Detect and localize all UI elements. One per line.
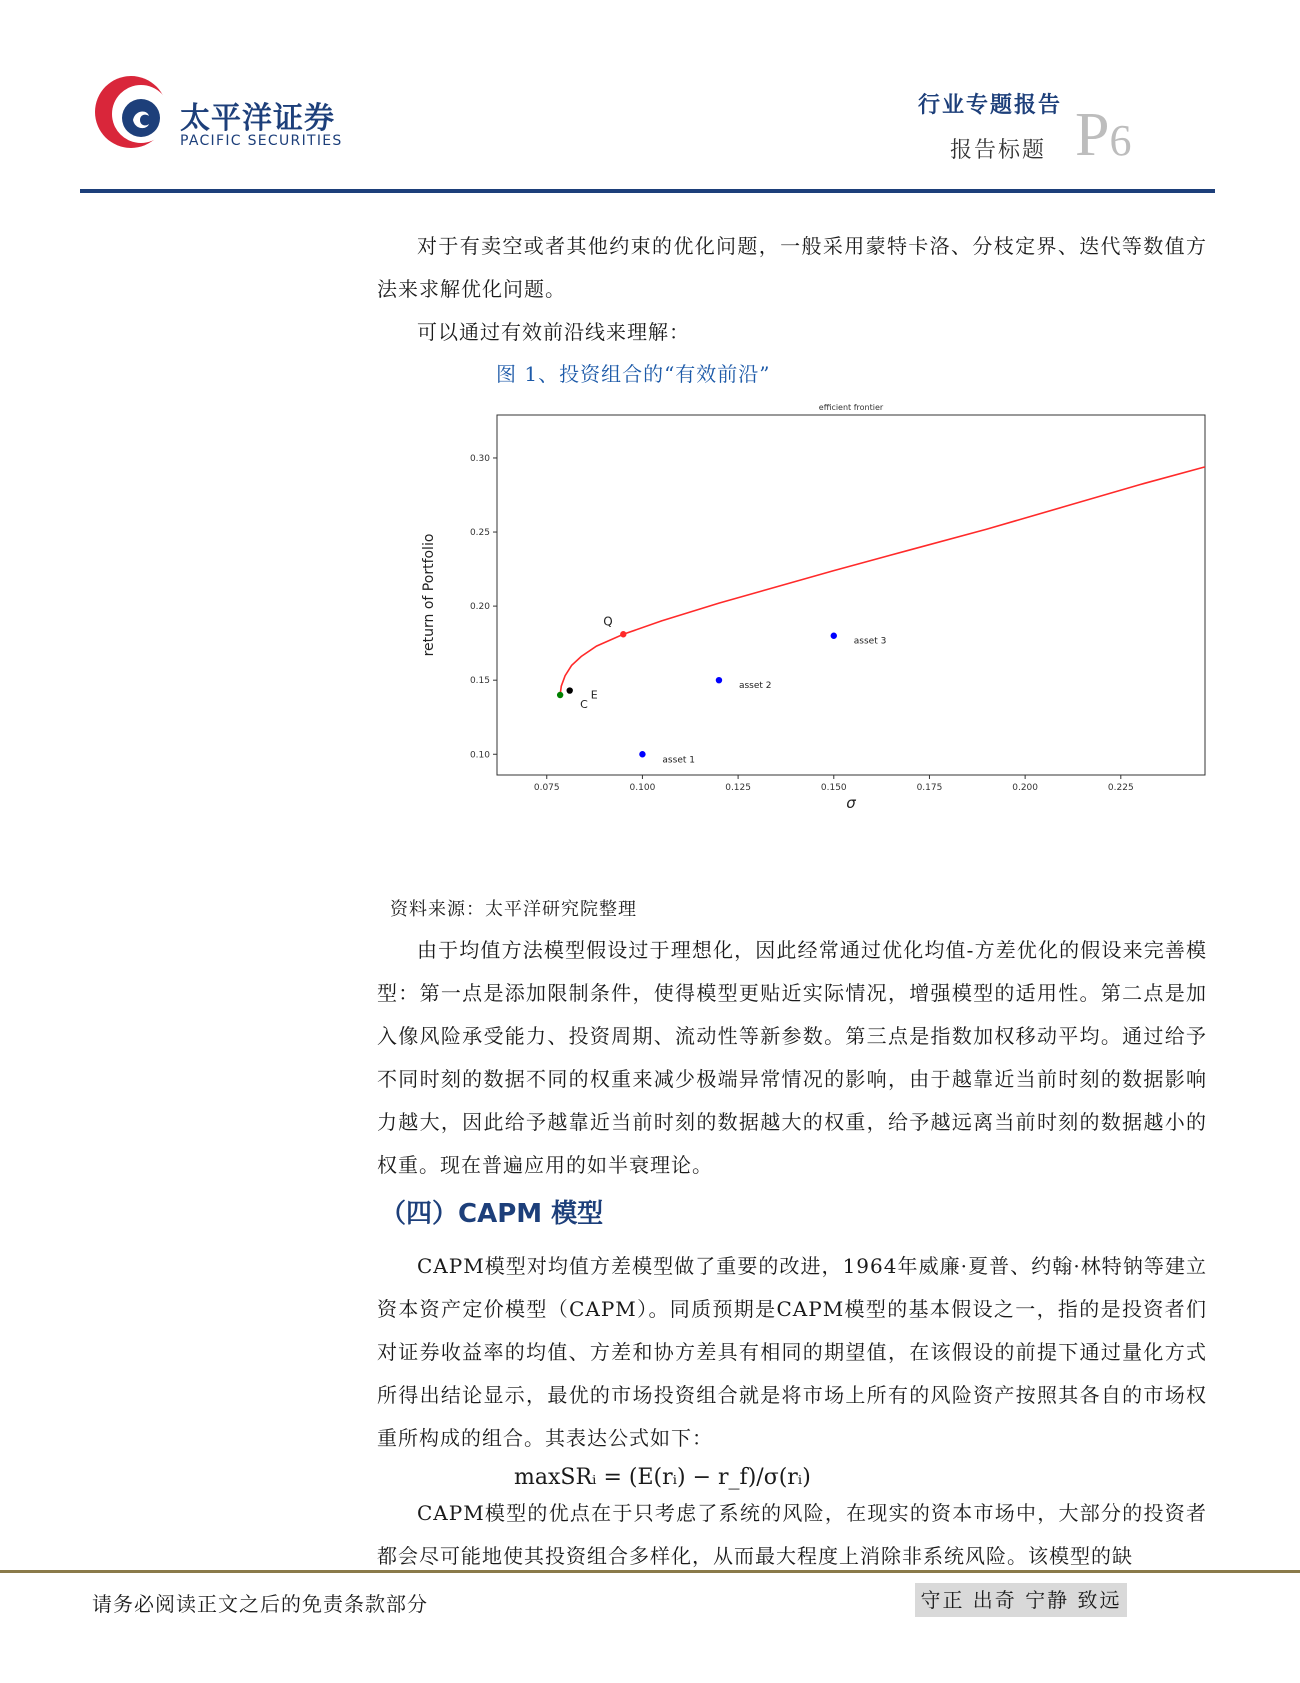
point-label-q: Q (603, 614, 613, 629)
y-axis-label: return of Portfolio (421, 533, 437, 657)
point-asset-1 (639, 751, 645, 757)
point-label-e: E (590, 688, 598, 702)
point-label-c: C (580, 698, 588, 711)
chart-title: efficient frontier (818, 403, 884, 412)
point-label-asset-1: asset 1 (662, 755, 695, 766)
x-tick-label: 0.100 (629, 783, 656, 793)
point-asset-3 (831, 633, 837, 639)
point-q (620, 631, 626, 637)
y-tick-label: 0.30 (469, 453, 490, 464)
paragraph-capm-intro: CAPM模型对均值方差模型做了重要的改进，1964年威廉·夏普、约翰·林特钠等建立资本资产定价模型（CAPM）。同质预期是CAPM模型的基本假设之一，指的是投资者们对证券收益率的均值、方差和协方差具有相同的期望值，在该假设的前提下通过量化方式所得出结论显示，最优的市场投资组合就是将市场上所有的风险资产按照其各自的市场权重所构成的组合。其表达公式如下： (377, 1254, 1207, 1450)
logo-english-text: PACIFIC SECURITIES (180, 133, 343, 149)
logo-chinese-text: 太平洋证券 (180, 101, 335, 136)
figure-caption: 图 1、投资组合的“有效前沿” (496, 362, 771, 386)
y-tick-label: 0.25 (469, 528, 490, 539)
page-number (1075, 100, 1131, 171)
x-tick-label: 0.075 (533, 783, 560, 793)
y-tick-label: 0.10 (469, 750, 490, 761)
sharpe-ratio-formula: maxSRᵢ = (E(rᵢ) − r_f)/σ(rᵢ) (514, 1465, 811, 1490)
report-type: 行业专题报告 (918, 92, 1063, 118)
x-tick-label: 0.200 (1012, 783, 1039, 793)
section-heading-capm: （四）CAPM 模型 (380, 1199, 604, 1229)
efficient-frontier-chart (421, 400, 1220, 812)
x-tick-label: 0.175 (916, 783, 943, 793)
x-tick-label: 0.150 (820, 783, 847, 793)
y-tick-label: 0.20 (469, 602, 490, 613)
point-c (557, 692, 563, 698)
x-axis-label: σ (846, 794, 856, 812)
point-e (567, 687, 573, 693)
paragraph-capm-advantages: CAPM模型的优点在于只考虑了系统的风险，在现实的资本市场中，大部分的投资者都会尽可能地使其投资组合多样化，从而最大程度上消除非系统风险。该模型的缺 (377, 1501, 1207, 1568)
figure-source: 资料来源：太平洋研究院整理 (390, 899, 637, 920)
point-asset-2 (716, 677, 722, 683)
x-tick-label: 0.125 (725, 783, 751, 793)
plot-area-frame (497, 415, 1205, 775)
paragraph-optimization-methods: 对于有卖空或者其他约束的优化问题，一般采用蒙特卡洛、分枝定界、迭代等数值方法来求解优化问题。 (377, 234, 1207, 301)
page-number-value: 6 (1109, 116, 1132, 165)
disclaimer-text: 请务必阅读正文之后的免责条款部分 (92, 1592, 428, 1616)
company-motto: 守正 出奇 宁静 致远 (915, 1583, 1127, 1617)
paragraph-frontier-intro: 可以通过有效前沿线来理解： (417, 320, 690, 344)
point-label-asset-3: asset 3 (853, 636, 887, 647)
paragraph-model-improvements: 由于均值方法模型假设过于理想化，因此经常通过优化均值-方差优化的假设来完善模型：第一点是添加限制条件，使得模型更贴近实际情况，增强模型的适用性。第二点是加入像风险承受能力、投资周期、流动性等新参数。第三点是指数加权移动平均。通过给予不同时刻的数据不同的权重来减少极端异常情况的影响，由于越靠近当前时刻的数据影响力越大，因此给予越靠近当前时刻的数据越大的权重，给予越远离当前时刻的数据越小的权重。现在普遍应用的如半衰理论。 (377, 938, 1207, 1177)
footer-divider (0, 1570, 1300, 1573)
report-title: 报告标题 (950, 138, 1047, 163)
x-tick-label: 0.225 (1107, 783, 1134, 793)
y-tick-label: 0.15 (469, 676, 490, 687)
header-divider (80, 189, 1215, 193)
point-label-asset-2: asset 2 (738, 681, 772, 692)
efficient-frontier-line (560, 467, 1205, 695)
page-prefix: P (1075, 101, 1110, 169)
